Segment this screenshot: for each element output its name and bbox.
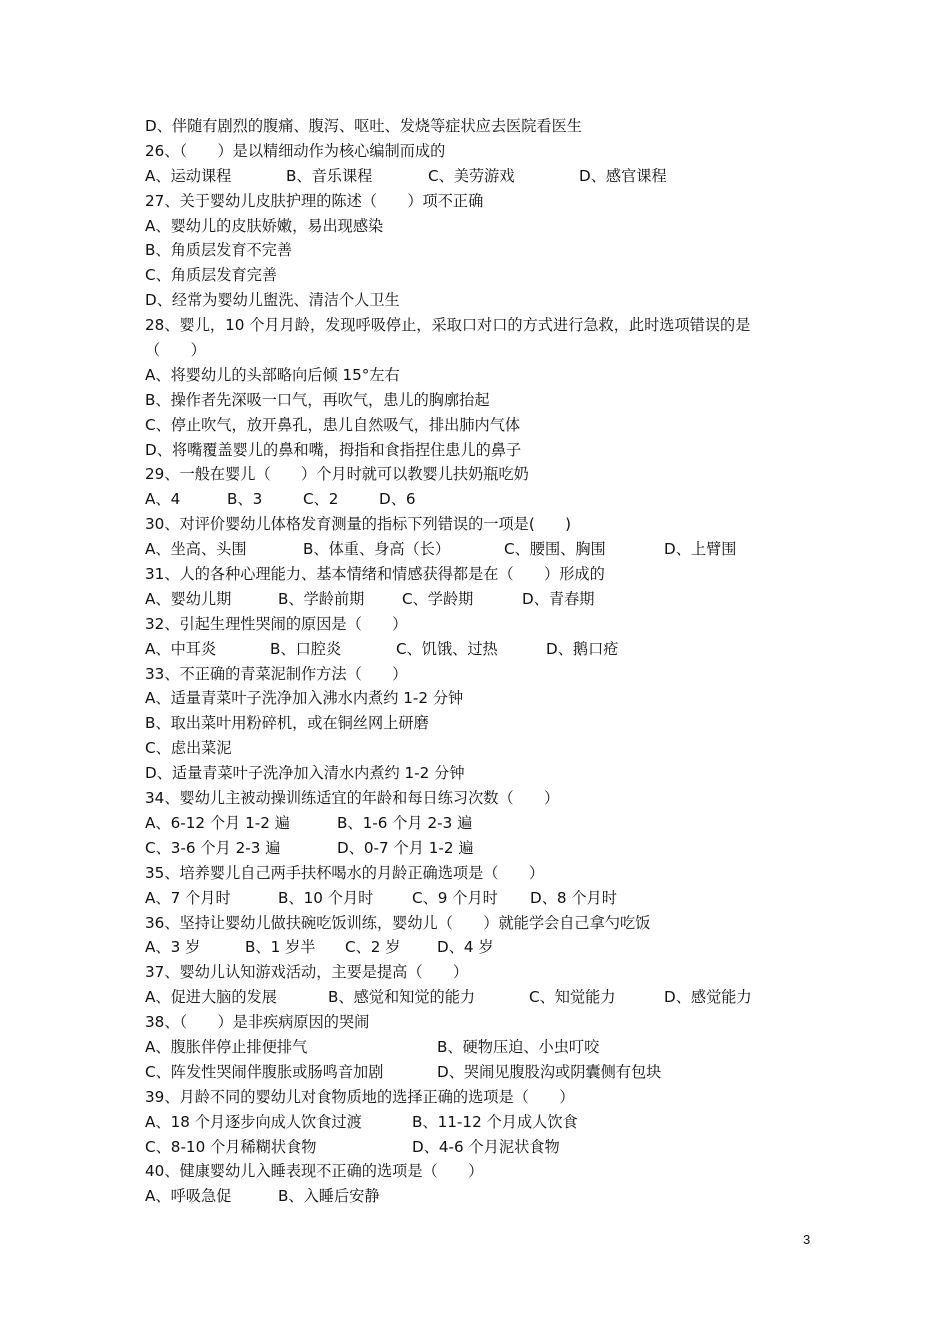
text-line: A、婴幼儿的皮肤娇嫩，易出现感染 [145, 216, 384, 235]
option-row [145, 811, 825, 836]
answer-option: D、0-7 个月 1-2 遍 [337, 838, 474, 857]
option-row [145, 836, 825, 861]
question-stem: 40、健康婴幼儿入睡表现不正确的选项是（ ） [145, 1162, 484, 1181]
question-stem: 28、婴儿，10 个月月龄，发现呼吸停止，采取口对口的方式进行急救，此时选项错误的是 [145, 316, 751, 335]
answer-option: C、9 个月时 [412, 888, 498, 907]
answer-option: C、学龄期 [402, 589, 474, 608]
text-line: D、将嘴覆盖婴儿的鼻和嘴，拇指和食指捏住患儿的鼻子 [145, 440, 522, 459]
option-row [145, 886, 825, 911]
option-row [145, 487, 825, 512]
option-row [145, 985, 825, 1010]
answer-option: B、1 岁半 [245, 938, 316, 957]
question-stem: 34、婴幼儿主被动操训练适宜的年龄和每日练习次数（ ） [145, 789, 560, 808]
answer-option: D、感官课程 [579, 166, 667, 185]
option-row [145, 637, 825, 662]
answer-option: D、4 岁 [437, 938, 494, 957]
text-line: B、角质层发育不完善 [145, 241, 293, 260]
option-row [145, 1060, 825, 1085]
option-row [145, 935, 825, 960]
answer-option: B、学龄前期 [278, 589, 365, 608]
answer-option: A、3 岁 [145, 938, 201, 957]
question-stem: 38、（ ）是非疾病原因的哭闹 [145, 1013, 370, 1032]
answer-option: C、2 岁 [345, 938, 401, 957]
answer-option: A、呼吸急促 [145, 1187, 232, 1206]
text-line: D、适量青菜叶子洗净加入清水内煮约 1-2 分钟 [145, 764, 465, 783]
answer-option: C、2 [303, 490, 339, 509]
question-stem: 27、关于婴幼儿皮肤护理的陈述（ ）项不正确 [145, 191, 484, 210]
answer-option: A、6-12 个月 1-2 遍 [145, 813, 290, 832]
text-line: C、停止吹气，放开鼻孔，患儿自然吸气，排出肺内气体 [145, 415, 521, 434]
answer-option: C、3-6 个月 2-3 遍 [145, 838, 281, 857]
answer-option: D、鹅口疮 [546, 639, 619, 658]
answer-option: B、入睡后安静 [278, 1187, 380, 1206]
answer-option: D、青春期 [522, 589, 595, 608]
answer-option: D、8 个月时 [530, 888, 617, 907]
answer-option: B、11-12 个月成人饮食 [412, 1112, 578, 1131]
answer-option: B、体重、身高（长） [303, 540, 451, 559]
question-stem: 37、婴幼儿认知游戏活动，主要是提高（ ） [145, 963, 469, 982]
question-stem: 30、对评价婴幼儿体格发育测量的指标下列错误的一项是( ) [145, 515, 572, 534]
option-row [145, 1035, 825, 1060]
answer-option: B、3 [227, 490, 263, 509]
text-line: C、虑出菜泥 [145, 739, 232, 758]
question-stem: 29、一般在婴儿（ ）个月时就可以教婴儿扶奶瓶吃奶 [145, 465, 529, 484]
question-stem: 39、月龄不同的婴幼儿对食物质地的选择正确的选项是（ ） [145, 1087, 575, 1106]
answer-option: C、美劳游戏 [428, 166, 515, 185]
option-row [145, 1135, 825, 1160]
answer-option: D、哭闹见腹股沟或阴囊侧有包块 [437, 1062, 662, 1081]
answer-option: B、硬物压迫、小虫叮咬 [437, 1037, 600, 1056]
option-row [145, 537, 825, 562]
answer-option: A、18 个月逐步向成人饮食过渡 [145, 1112, 362, 1131]
answer-option: B、感觉和知觉的能力 [328, 988, 476, 1007]
question-stem: 32、引起生理性哭闹的原因是（ ） [145, 614, 408, 633]
answer-option: C、8-10 个月稀糊状食物 [145, 1137, 317, 1156]
text-line: C、角质层发育完善 [145, 266, 278, 285]
answer-option: A、中耳炎 [145, 639, 217, 658]
option-row [145, 587, 825, 612]
answer-option: A、7 个月时 [145, 888, 231, 907]
answer-option: D、4-6 个月泥状食物 [412, 1137, 560, 1156]
question-stem: 33、不正确的青菜泥制作方法（ ） [145, 664, 408, 683]
answer-option: C、知觉能力 [529, 988, 616, 1007]
answer-option: A、促进大脑的发展 [145, 988, 277, 1007]
text-line: A、将婴幼儿的头部略向后倾 15°左右 [145, 365, 400, 384]
answer-option: B、音乐课程 [286, 166, 373, 185]
option-row [145, 164, 825, 189]
text-line: B、取出菜叶用粉碎机，或在铜丝网上研磨 [145, 714, 429, 733]
question-stem: 31、人的各种心理能力、基本情绪和情感获得都是在（ ）形成的 [145, 565, 605, 584]
question-stem: 26、（ ）是以精细动作为核心编制而成的 [145, 141, 446, 160]
page-number: 3 [803, 1232, 811, 1247]
answer-option: B、1-6 个月 2-3 遍 [337, 813, 473, 832]
answer-option: A、运动课程 [145, 166, 232, 185]
answer-option: C、阵发性哭闹伴腹胀或肠鸣音加剧 [145, 1062, 384, 1081]
answer-option: B、口腔炎 [270, 639, 342, 658]
answer-option: A、4 [145, 490, 181, 509]
question-stem: 36、坚持让婴幼儿做扶碗吃饭训练，婴幼儿（ ）就能学会自己拿勺吃饭 [145, 913, 651, 932]
text-line: （ ） [145, 341, 206, 360]
answer-option: A、坐高、头围 [145, 540, 247, 559]
option-row [145, 1184, 825, 1209]
answer-option: D、6 [379, 490, 416, 509]
question-stem: 35、培养婴儿自己两手扶杯喝水的月龄正确选项是（ ） [145, 863, 545, 882]
answer-option: A、婴幼儿期 [145, 589, 232, 608]
question-list [145, 114, 825, 1209]
answer-option: D、上臂围 [664, 540, 737, 559]
answer-option: D、感觉能力 [664, 988, 752, 1007]
answer-option: B、10 个月时 [278, 888, 374, 907]
text-line: A、适量青菜叶子洗净加入沸水内煮约 1-2 分钟 [145, 689, 464, 708]
text-line: D、经常为婴幼儿盥洗、清洁个人卫生 [145, 291, 400, 310]
answer-option: C、腰围、胸围 [504, 540, 606, 559]
text-line: B、操作者先深吸一口气，再吹气，患儿的胸廓抬起 [145, 390, 490, 409]
answer-option: C、饥饿、过热 [396, 639, 498, 658]
answer-option: A、腹胀伴停止排便排气 [145, 1037, 308, 1056]
option-row [145, 1110, 825, 1135]
text-line: D、伴随有剧烈的腹痛、腹泻、呕吐、发烧等症状应去医院看医生 [145, 117, 582, 135]
